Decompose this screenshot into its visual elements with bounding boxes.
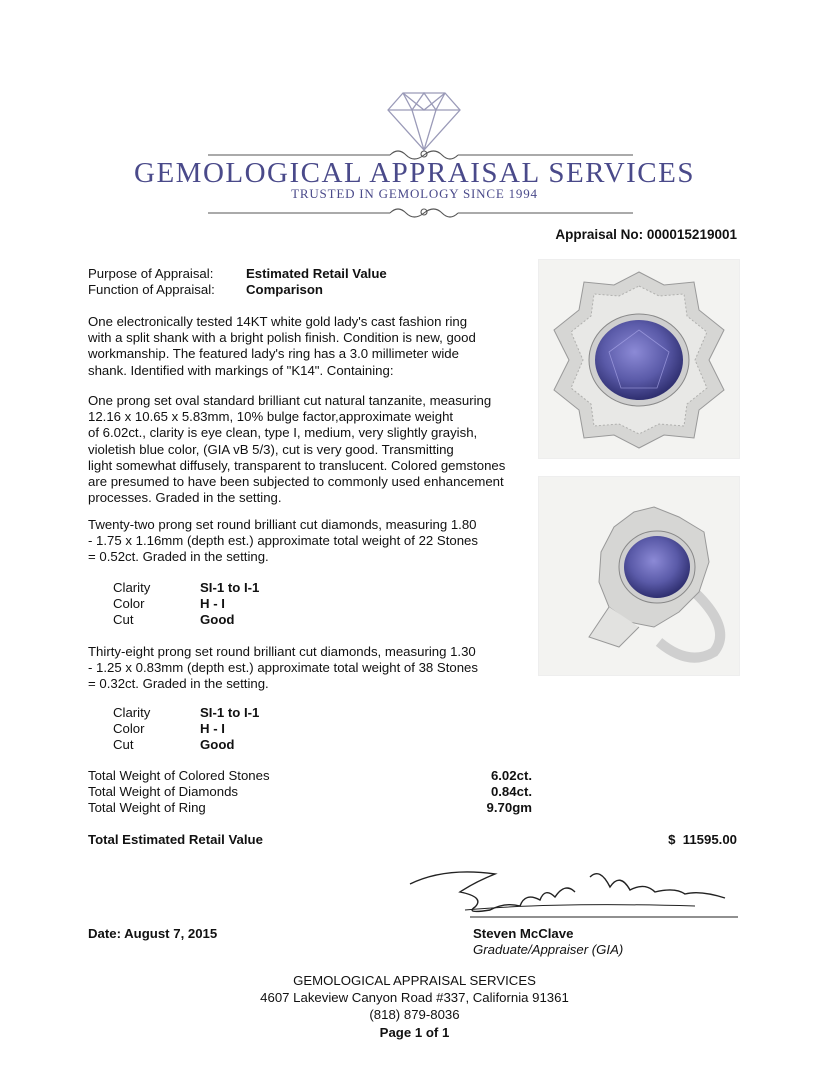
footer-phone: (818) 879-8036 [369,1007,460,1022]
spec2-color-label: Color [113,721,145,736]
footer-company: GEMOLOGICAL APPRAISAL SERVICES [293,973,536,988]
spec2-clarity-label: Clarity [113,705,151,720]
appraiser-title: Graduate/Appraiser (GIA) [473,942,624,957]
ornament-divider-bottom [208,209,633,217]
signature-graphic [405,862,740,922]
total-ring-value: 9.70gm [486,800,532,815]
spec1-cut-label: Cut [113,612,134,627]
retail-value: $ 11595.00 [668,832,737,847]
diamonds-description-2: Thirty-eight prong set round brilliant cut diamonds, measuring 1.30 - 1.25 x 0.83mm (depth est.) approximate total weight of 38 Stones = 0.32ct. Graded in the setting. [88,644,478,692]
appraisal-date: Date: August 7, 2015 [88,926,218,941]
total-diamonds-value: 0.84ct. [490,784,532,799]
spec1-clarity-value: SI-1 to I-1 [200,580,260,595]
purpose-value: Estimated Retail Value [246,266,387,281]
appraiser-name: Steven McClave [473,926,574,941]
appraisal-number: Appraisal No: 000015219001 [555,227,737,242]
spec2-clarity-value: SI-1 to I-1 [200,705,260,720]
diamond-icon [388,93,460,150]
function-value: Comparison [246,282,323,297]
spec2-cut-value: Good [200,737,235,752]
spec1-clarity-label: Clarity [113,580,151,595]
company-tagline: TRUSTED IN GEMOLOGY SINCE 1994 [291,186,538,201]
retail-value-label: Total Estimated Retail Value [88,832,263,847]
total-colored-label: Total Weight of Colored Stones [88,768,270,783]
total-diamonds-label: Total Weight of Diamonds [88,784,239,799]
function-label: Function of Appraisal: [88,282,215,297]
spec1-cut-value: Good [200,612,235,627]
purpose-label: Purpose of Appraisal: [88,266,214,281]
ring-photo-top [538,259,740,459]
diamonds-description-1: Twenty-two prong set round brilliant cut diamonds, measuring 1.80 - 1.75 x 1.16mm (depth est.) approximate total weight of 22 Stones = 0.52ct. Graded in the setting. [88,517,478,565]
company-name: GEMOLOGICAL APPRAISAL SERVICES [134,157,695,189]
tanzanite-description: One prong set oval standard brilliant cut natural tanzanite, measuring 12.16 x 10.65 x 5.83mm, 10% bulge factor,approximate weight of 6.02ct., clarity is eye clean, type I, medium, very slightly grayish, violetish blue color, (GIA vB 5/3), cut is very good. Transmitting light somewhat diffusely, transparent to translucent. Colored gemstones are presumed to have been subjected to commonly used enhancement processes. Graded in the setting. [88,393,506,506]
spec1-color-value: H - I [200,596,225,611]
spec2-cut-label: Cut [113,737,134,752]
footer-address: 4607 Lakeview Canyon Road #337, California 91361 [260,990,569,1005]
ring-photo-side [538,476,740,676]
ring-side-icon [539,477,739,675]
page-number: Page 1 of 1 [379,1025,450,1040]
spec1-color-label: Color [113,596,145,611]
spec2-color-value: H - I [200,721,225,736]
ring-top-icon [539,260,739,458]
total-ring-label: Total Weight of Ring [88,800,206,815]
total-colored-value: 6.02ct. [490,768,532,783]
ring-description: One electronically tested 14KT white gold lady's cast fashion ring with a split shank with a bright polish finish. Condition is new, good workmanship. The featured lady's ring has a 3.0 millimeter wide shank. Identified with markings of "K14". Containing: [88,314,476,378]
